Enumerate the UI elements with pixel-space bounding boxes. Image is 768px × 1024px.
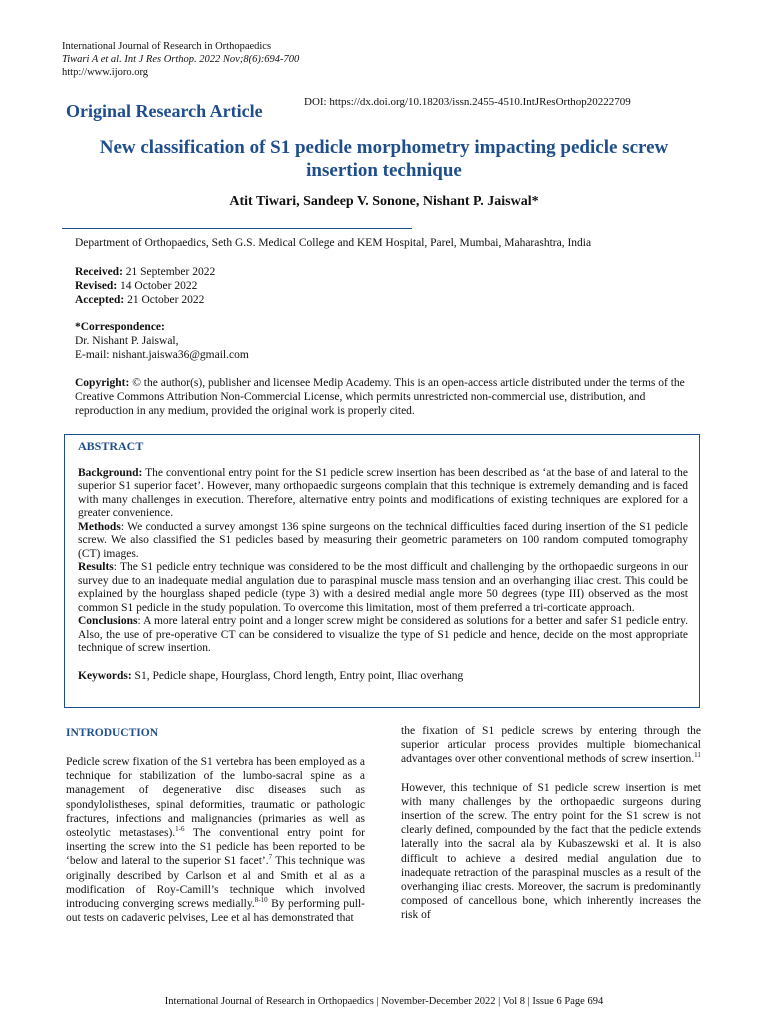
correspondence-block [75,320,249,362]
abstract-content [78,435,688,683]
journal-url[interactable]: http://www.ijoro.org [62,67,149,78]
abstract-background [78,467,688,521]
received-label: Received: [75,266,123,278]
running-header [62,40,299,79]
article-type: Original Research Article [66,101,263,121]
abstract-methods [78,521,688,562]
accepted-row [75,293,215,307]
affiliation: Department of Orthopaedics, Seth G.S. Medical College and KEM Hospital, Parel, Mumbai, Maharashtra, India [75,237,592,249]
citation: Tiwari A et al. Int J Res Orthop. 2022 Nov;8(6):694-700 [62,54,300,65]
background-text: The conventional entry point for the S1 pedicle screw insertion has been described as ‘at the base of and lateral to the superior S1 superior facet’. However, many orthopaedic surgeons complain that this technique is extremely demanding and is faced with many challenges in execution. Therefore, alternative entry points and modifications of existing techniques are explored for a greater convenience. [78,466,688,519]
abstract-conclusions [78,615,688,656]
dates-block [75,265,215,307]
article-title [60,136,708,182]
revised-label: Revised: [75,280,118,292]
title-line-2: insertion technique [306,160,462,181]
copyright-text: © the author(s), publisher and licensee Medip Academy. This is an open-access article distributed under the terms of the Creative Commons Attribution Non-Commercial License, which permits unrestricted non-commercial use, distribution, and reproduction in any medium, provided the original work is properly cited. [75,377,685,417]
title-line-1: New classification of S1 pedicle morphometry impacting pedicle screw [99,137,669,158]
copyright-notice [75,376,695,418]
text-segment: The conventional entry point for inserting the screw into the S1 pedicle has been reported to be ‘below and lateral to the superior S1 facet’. [66,827,365,868]
intro-paragraph-1 [66,755,365,925]
text-segment: By performing pull-out tests on cadaveric pelvises, Lee et al has demonstrated that [66,898,365,925]
conclusions-label: Conclusions [78,615,138,627]
body-column-right [401,724,701,923]
revised-value: 14 October 2022 [120,280,198,292]
abstract-keywords [78,670,688,684]
accepted-label: Accepted: [75,294,125,306]
citation-ref[interactable]: 1-6 [175,825,185,834]
methods-text: : We conducted a survey amongst 136 spine surgeons on the technical difficulties faced during insertion of the S1 pedicle screw. We also classified the S1 pedicles based by measuring their geometric parameters on 100 random computed tomography (CT) images. [78,520,688,560]
revised-row [75,279,215,293]
correspondence-label: *Correspondence: [75,321,165,333]
abstract-box [64,434,700,708]
citation-ref[interactable]: 11 [694,751,701,760]
col2-paragraph-2: However, this technique of S1 pedicle screw insertion is met with many challenges by the orthopaedic surgeons during insertion of the screw. The entry point for the S1 screw is not clearly defined, compounded by the fact that the pedicle extends laterally into the sacral ala by Kubaszewski et al. It is also difficult to achieve a desired medial angulation due to inadequate retraction of the paraspinal muscles as a result of the overhanging iliac crests. Moreover, the sacrum is predominantly composed of cancellous bone, which inherently increases the risk of [401,781,701,922]
body-column-left [66,755,365,925]
keywords-label: Keywords: [78,669,132,682]
accepted-value: 21 October 2022 [127,294,205,306]
received-value: 21 September 2022 [125,266,216,278]
divider-rule [62,228,412,229]
keywords-text: S1, Pedicle shape, Hourglass, Chord length, Entry point, Iliac overhang [134,669,464,682]
text-segment: Pedicle screw fixation of the S1 vertebra has been employed as a technique for stabilization of the lumbo-sacral spine as a management of degenerative disc diseases such as spondylolistheses, spinal deformities, traumatic or pathologic fractures, infections and malignancies (primaries as well as osteolytic metastases). [66,756,365,840]
text-segment: the fixation of S1 pedicle screws by entering through the superior articular process provides multiple biomechanical advantages over other conventional methods of screw insertion. [401,725,701,766]
copyright-label: Copyright: [75,377,130,389]
page-footer: International Journal of Research in Orthopaedics | November-December 2022 | Vol 8 | Issue 6 Page 694 [164,996,604,1007]
methods-label: Methods [78,520,121,533]
abstract-heading: ABSTRACT [78,439,144,453]
text-segment: This technique was originally described by Carlson et al and Smith et al as a modification of Roy-Camill’s technique which involved introducing converging screws medially. [66,855,365,911]
background-label: Background: [78,466,143,479]
results-text: : The S1 pedicle entry technique was considered to be the most difficult and challenging by the orthopaedic surgeons in our survey due to an inadequate medial angulation due to paraspinal muscle mass tension and an overhanging iliac crest. This could be explained by the hourglass shaped pedicle (type 3) with a desired medial angle more 50 degrees (type III) observed as the most common S1 pedicle in the study population. To overcome this limitation, most of them preferred a tri-corticate approach. [78,561,688,614]
citation-ref[interactable]: 7 [268,853,273,862]
col2-paragraph-1 [401,724,701,767]
correspondence-email[interactable]: E-mail: nishant.jaiswa36@gmail.com [75,349,249,361]
conclusions-text: : A more lateral entry point and a longer screw might be considered as solutions for a better and safer S1 pedicle entry. Also, the use of pre-operative CT can be considered to visualize the type of S1 pedicle and hence, decide on the most appropriate technique of screw insertion. [78,615,688,654]
journal-name: International Journal of Research in Orthopaedics [62,41,272,52]
abstract-results [78,561,688,615]
citation-ref[interactable]: 8-10 [254,896,268,905]
received-row [75,265,215,279]
doi-link[interactable]: DOI: https://dx.doi.org/10.18203/issn.2455-4510.IntJResOrthop20222709 [304,96,631,108]
introduction-heading: INTRODUCTION [66,727,159,739]
authors: Atit Tiwari, Sandeep V. Sonone, Nishant P. Jaiswal* [229,194,539,209]
results-label: Results [78,561,114,573]
correspondence-name: Dr. Nishant P. Jaiswal, [75,335,179,347]
